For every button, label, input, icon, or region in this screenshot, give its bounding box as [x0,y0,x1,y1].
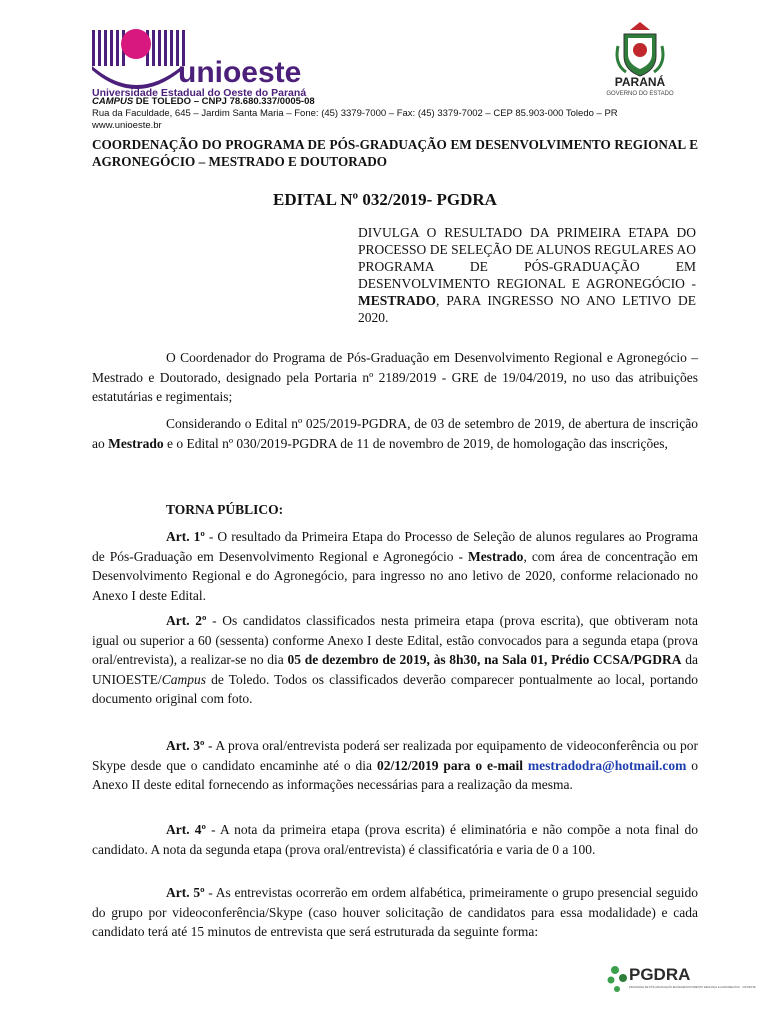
university-full-name: Universidade Estadual do Oeste do Paraná [92,87,307,99]
pgdra-tagline: PROGRAMA DE PÓS-GRADUAÇÃO EM DESENVOLVIMENTO REGIONAL E AGRONEGÓCIO · UNIOESTE [629,986,756,989]
address-line: Rua da Faculdade, 645 – Jardim Santa Maria – Fone: (45) 3379-7000 – Fax: (45) 3379-7002 – CEP 85.903-000 Toledo – PR [92,108,618,119]
intro-paragraph: O Coordenador do Programa de Pós-Graduação em Desenvolvimento Regional e Agronegócio – Mestrado e Doutorado, designado pela Portaria nº 2189/2019 - GRE de 19/04/2019, no uso das atribuições estatutárias e regimentais; [92,350,698,404]
parana-wordmark: PARANÁ [614,75,666,89]
unioeste-logo [90,24,320,104]
pgdra-logo [605,962,756,996]
article-5: Art. 5º - As entrevistas ocorrerão em ordem alfabética, primeiramente o grupo presencial seguido do grupo por videoconferência/Skype (caso houver solicitação de candidatos para essa modalidade) e cada candidato terá até 15 minutos de entrevista que será estruturada da seguinte forma: [92,885,699,939]
parana-subtitle: GOVERNO DO ESTADO [606,91,674,97]
torna-publico: TORNA PÚBLICO: [166,502,284,517]
considerando-paragraph: Considerando o Edital nº 025/2019-PGDRA, de 03 de setembro de 2019, de abertura de inscrição ao Mestrado e o Edital nº 030/2019-PGDRA de 11 de novembro de 2019, de homologação das inscrições, [92,416,698,451]
email-link[interactable]: mestradodra@hotmail.com [527,757,687,773]
campus-line: CAMPUS DE TOLEDO – CNPJ 78.680.337/0005-08 [92,96,315,107]
unioeste-wordmark: unioeste [178,56,302,89]
article-4: Art. 4º - A nota da primeira etapa (prova escrita) é eliminatória e não compõe a nota final do candidato. A nota da segunda etapa (prova oral/entrevista) é classificatória e varia de 0 a 100. [92,822,698,857]
article-3: Art. 3º - A prova oral/entrevista poderá ser realizada por equipamento de videoconferência ou por Skype desde que o candidato encaminhe até o dia 02/12/2019 para o e-mail mestradodra@hotmail.com o Anexo II deste edital fornecendo as informações necessárias para a realização da mesma. [92,738,699,792]
parana-logo [600,16,680,98]
coordination-heading: COORDENAÇÃO DO PROGRAMA DE PÓS-GRADUAÇÃO EM DESENVOLVIMENTO REGIONAL E AGRONEGÓCIO – MESTRADO E DOUTORADO [92,137,698,169]
website-link[interactable]: www.unioeste.br [92,120,162,131]
header-contact [92,96,692,132]
pgdra-wordmark: PGDRA [629,965,691,984]
article-1: Art. 1º - O resultado da Primeira Etapa do Processo de Seleção de alunos regulares ao Programa de Pós-Graduação em Desenvolvimento Regional e Agronegócio - Mestrado, com área de concentração em Desenvolvimento Regional e do Agronegócio, para ingresso no ano letivo de 2020, conforme relacionado no Anexo I deste Edital. [92,529,698,603]
edital-title: EDITAL Nº 032/2019- PGDRA [273,190,497,209]
ementa: DIVULGA O RESULTADO DA PRIMEIRA ETAPA DO PROCESSO DE SELEÇÃO DE ALUNOS REGULARES AO PROGRAMA DE PÓS-GRADUAÇÃO EM DESENVOLVIMENTO REGIONAL E AGRONEGÓCIO - MESTRADO, PARA INGRESSO NO ANO LETIVO DE 2020. [358,225,696,325]
article-2: Art. 2º - Os candidatos classificados nesta primeira etapa (prova escrita), que obtiveram nota igual ou superior a 60 (sessenta) conforme Anexo I deste Edital, estão convocados para a segunda etapa (prova oral/entrevista), a realizar-se no dia 05 de dezembro de 2019, às 8h30, na Sala 01, Prédio CCSA/PGDRA da UNIOESTE/Campus de Toledo. Todos os classificados deverão comparecer pontualmente ao local, portando documento original com foto. [92,613,698,706]
